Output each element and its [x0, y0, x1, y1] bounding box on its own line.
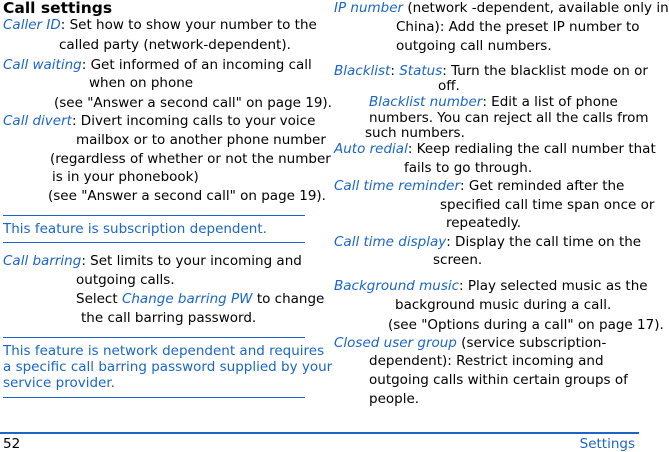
- call-barring-term: Call barring: [3, 253, 82, 269]
- ip-number-term: IP number: [334, 0, 404, 16]
- caller-id-term: Caller ID: [3, 17, 61, 33]
- call-waiting-term: Call waiting: [3, 57, 82, 73]
- background-music-term: Background music: [334, 278, 460, 294]
- divider: [3, 337, 305, 338]
- auto-redial-term: Auto redial: [334, 141, 408, 157]
- footer-rule: [0, 432, 639, 434]
- call-time-reminder-term: Call time reminder: [334, 178, 461, 194]
- subscription-note: This feature is subscription dependent.: [3, 221, 267, 237]
- page-number: 52: [3, 436, 21, 452]
- divider: [3, 397, 305, 398]
- divider: [3, 215, 305, 216]
- blacklist-number-term: Blacklist number: [369, 94, 483, 110]
- section-name: Settings: [579, 436, 635, 452]
- status-term: Status: [399, 63, 443, 79]
- divider: [3, 242, 305, 243]
- closed-user-group-term: Closed user group: [334, 335, 457, 351]
- blacklist-term: Blacklist: [334, 63, 391, 79]
- page-title: Call settings: [3, 0, 113, 17]
- change-barring-pw-term: Change barring PW: [121, 291, 253, 307]
- call-divert-term: Call divert: [3, 113, 72, 129]
- call-time-display-term: Call time display: [334, 234, 447, 250]
